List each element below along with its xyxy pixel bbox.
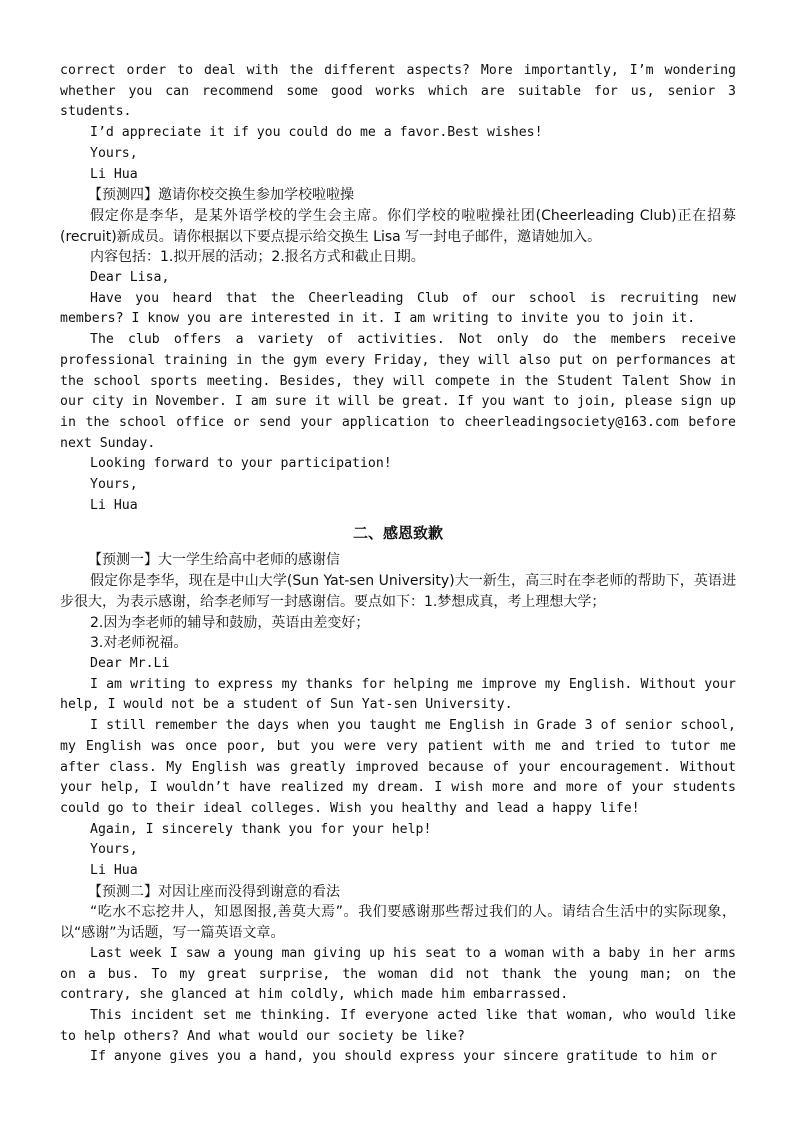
prediction-4-paragraph-2: The club offers a variety of activities. Not only do the members receive professional training in the gym every Friday, they will also put on performances at the school sports meeting. Besides, they will compete in the Student Talent Show in our city in November. I am sure it will be great. If you want to join, please sign up in the school office or send your application to cheerleadingsociety@163.com before next Sunday. xyxy=(60,332,736,451)
prediction-1-signature: Li Hua xyxy=(90,863,138,879)
prediction-1-prompt: 假定你是李华，现在是中山大学(Sun Yat-sen University)大一新生，高三时在李老师的帮助下，英语进步很大，为表示感谢，给李老师写一封感谢信。要点如下：1.梦想成真，考上理想大学； xyxy=(60,573,736,610)
prediction-1-point-3: 3.对老师祝福。 xyxy=(90,635,188,652)
letter-closing: Yours, xyxy=(90,145,138,161)
prediction-2-title: 【预测二】对因让座而没得到谢意的看法 xyxy=(88,883,340,900)
prediction-4-signature: Li Hua xyxy=(90,497,138,513)
prediction-1-paragraph-1: I am writing to express my thanks for helping me improve my English. Without your help, I would not be a student of Sun Yat-sen University. xyxy=(60,676,736,713)
prediction-1-point-2: 2.因为李老师的辅导和鼓励，英语由差变好； xyxy=(90,614,370,631)
prediction-2-prompt: “吃水不忘挖井人，知恩图报,善莫大焉”。我们要感谢那些帮过我们的人。请结合生活中的实际现象，以“感谢”为话题，写一篇英语文章。 xyxy=(60,904,736,942)
prediction-1-title: 【预测一】大一学生给高中老师的感谢信 xyxy=(88,552,340,569)
prediction-2-paragraph-2: This incident set me thinking. If everyone acted like that woman, who would like to help others? And what would our society be like? xyxy=(60,1007,736,1044)
prediction-4-title: 【预测四】邀请你校交换生参加学校啦啦操 xyxy=(88,187,354,204)
prediction-1-closing: Yours, xyxy=(90,842,138,858)
letter-signature: Li Hua xyxy=(90,166,138,182)
letter-fragment-line: correct order to deal with the different aspects? More importantly, I’m wondering whether you can recommend some good works which are suitable for us, senior 3 students. xyxy=(60,63,736,120)
prediction-4-prompt: 假定你是李华，是某外语学校的学生会主席。你们学校的啦啦操社团(Cheerleading Club)正在招募(recruit)新成员。请你根据以下要点提示给交换生 Lisa 写一封电子邮件，邀请她加入。 xyxy=(60,207,736,245)
prediction-1-paragraph-3: Again, I sincerely thank you for your help! xyxy=(90,821,432,837)
prediction-2-paragraph-3: If anyone gives you a hand, you should express your sincere gratitude to him or xyxy=(90,1049,718,1065)
prediction-1-greeting: Dear Mr.Li xyxy=(90,655,170,671)
prediction-2-paragraph-1: Last week I saw a young man giving up his seat to a woman with a baby in her arms on a bus. To my great surprise, the woman did not thank the young man; on the contrary, she glanced at him coldly, which made him embarrassed. xyxy=(60,945,736,1003)
letter-fragment-line: I’d appreciate it if you could do me a favor.Best wishes! xyxy=(90,125,543,141)
prediction-4-content: 内容包括：1.拟开展的活动；2.报名方式和截止日期。 xyxy=(90,249,425,266)
prediction-4-paragraph-3: Looking forward to your participation! xyxy=(90,456,392,472)
section-heading: 二、感恩致歉 xyxy=(352,524,443,543)
prediction-4-paragraph-1: Have you heard that the Cheerleading Club of our school is recruiting new members? I know you are interested in it. I am writing to invite you to join it. xyxy=(60,290,736,327)
prediction-4-greeting: Dear Lisa, xyxy=(90,270,170,286)
prediction-4-closing: Yours, xyxy=(90,477,138,493)
prediction-1-paragraph-2: I still remember the days when you taught me English in Grade 3 of senior school, my English was once poor, but you were very patient with me and tried to tutor me after class. My English was greatly improved because of your encouragement. Without your help, I wouldn’t have realized my dream. I wish more and more of your students could go to their ideal colleges. Wish you healthy and lead a happy life! xyxy=(60,718,736,816)
